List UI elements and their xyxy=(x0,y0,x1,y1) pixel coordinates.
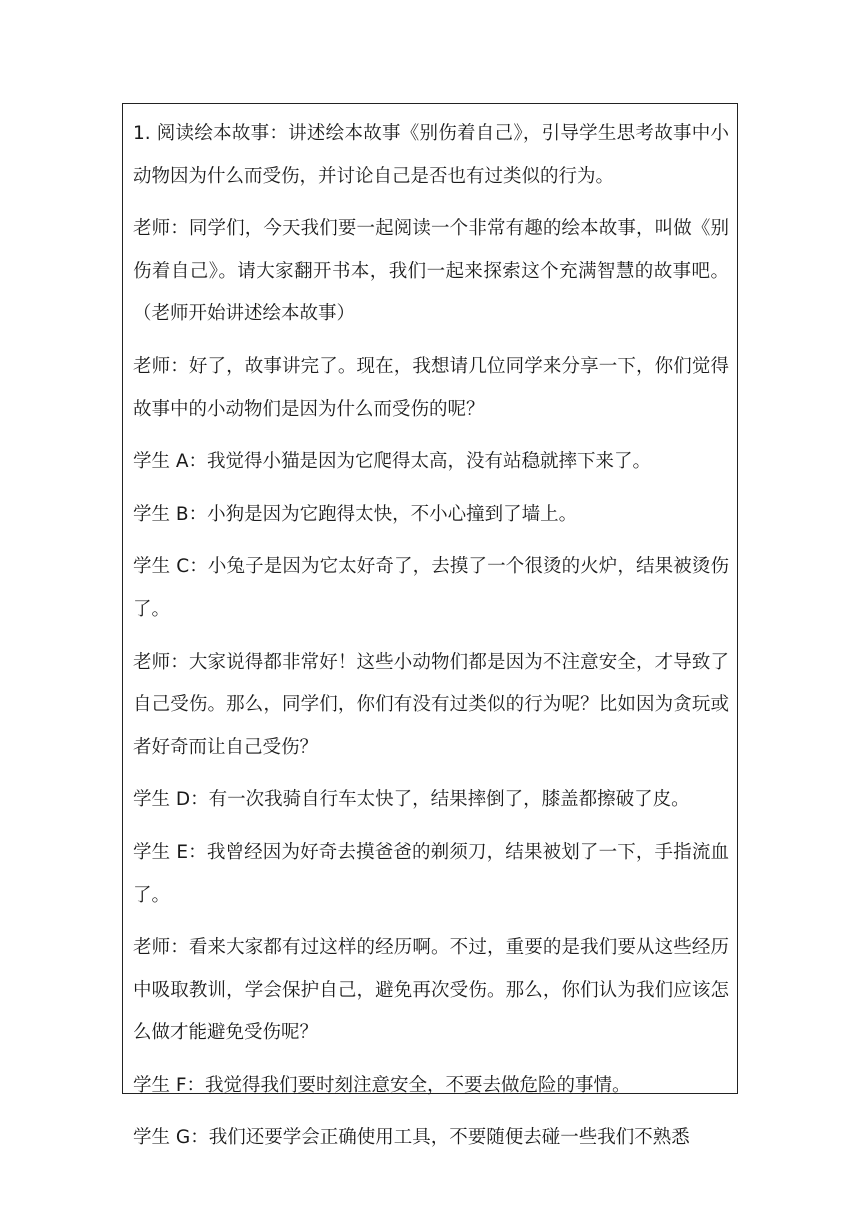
student-dialogue: 学生 G：我们还要学会正确使用工具，不要随便去碰一些我们不熟悉 xyxy=(133,1127,690,1149)
teacher-dialogue: 老师：看来大家都有过这样的经历啊。不过，重要的是我们要从这些经历中吸取教训，学会保护自己，避免再次受伤。那么，你们认为我们应该怎么做才能避免受伤呢？ xyxy=(133,937,729,1044)
teacher-dialogue: 老师：好了，故事讲完了。现在，我想请几位同学来分享一下，你们觉得故事中的小动物们是因为什么而受伤的呢？ xyxy=(133,355,729,420)
student-dialogue: 学生 F：我觉得我们要时刻注意安全，不要去做危险的事情。 xyxy=(133,1074,631,1096)
document-table-cell xyxy=(122,103,738,1149)
lesson-step-paragraph: 1. 阅读绘本故事：讲述绘本故事《别伤着自己》，引导学生思考故事中小动物因为什么而受伤，并讨论自己是否也有过类似的行为。 xyxy=(133,123,729,187)
document-content xyxy=(133,113,729,1170)
teacher-dialogue: 老师：同学们，今天我们要一起阅读一个非常有趣的绘本故事，叫做《别伤着自己》。请大家翻开书本，我们一起来探索这个充满智慧的故事吧。（老师开始讲述绘本故事） xyxy=(133,218,729,325)
teacher-dialogue: 老师：大家说得都非常好！这些小动物们都是因为不注意安全，才导致了自己受伤。那么，同学们，你们有没有过类似的行为呢？比如因为贪玩或者好奇而让自己受伤？ xyxy=(133,651,729,758)
student-dialogue: 学生 D：有一次我骑自行车太快了，结果摔倒了，膝盖都擦破了皮。 xyxy=(133,789,690,811)
student-dialogue: 学生 E：我曾经因为好奇去摸爸爸的剃须刀，结果被划了一下，手指流血了。 xyxy=(133,841,729,906)
student-dialogue: 学生 A：我觉得小猫是因为它爬得太高，没有站稳就摔下来了。 xyxy=(133,451,652,473)
student-dialogue: 学生 C：小兔子是因为它太好奇了，去摸了一个很烫的火炉，结果被烫伤了。 xyxy=(133,556,729,620)
student-dialogue: 学生 B：小狗是因为它跑得太快，不小心撞到了墙上。 xyxy=(133,503,578,525)
